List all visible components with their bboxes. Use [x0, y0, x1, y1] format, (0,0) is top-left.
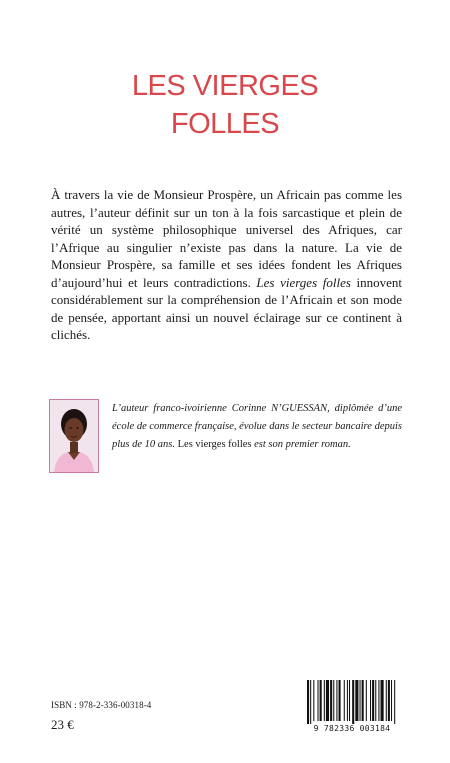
barcode-bar [378, 680, 379, 721]
book-title [0, 67, 450, 143]
book-title-line-1: LES VIERGES [131, 70, 319, 103]
barcode-bar [355, 680, 358, 721]
barcode-bar [326, 680, 329, 721]
author-photo [49, 399, 99, 473]
barcode-bar [339, 680, 341, 721]
author-bio-book-title: Les vierges folles [177, 439, 252, 450]
barcode-bar [360, 680, 361, 721]
back-cover-blurb [51, 186, 402, 344]
barcode-bar [324, 680, 325, 721]
barcode-bar [394, 680, 395, 724]
barcode-bar [366, 680, 367, 721]
barcode-bar [375, 680, 376, 721]
barcode-bar [310, 680, 311, 724]
barcode-bar [372, 680, 374, 721]
author-bio-part-2: est son premier roman. [251, 439, 351, 450]
barcode-bar [344, 680, 345, 721]
author-bio-part-1: L’auteur franco-ivoirienne Corinne N’GUESSAN, diplômée d’une école de commerce française, évolue dans le secteur bancaire depuis plus de 10 ans. [112, 403, 402, 450]
barcode-bar [362, 680, 364, 721]
barcode-bars [301, 678, 403, 724]
book-title-line-2: FOLLES [170, 108, 280, 141]
blurb-text-part-1: À travers la vie de Monsieur Prospère, un Africain pas comme les autres, l’auteur définit sur un ton à la fois sarcastique et plein de vérité un système philosophique universel des Afriques, car l’Afrique au singulier n’existe pas dans la nature. La vie de Monsieur Prospère, sa famille et ses idées fondent les Afriques d’aujourd’hui et leurs contradictions. [51, 187, 402, 290]
barcode-bar [313, 680, 314, 721]
blurb-text-part-2: innovent considérablement sur la compréhension de l’Africain et son mode de pensée, apportant ainsi un nouvel éclairage sur ce continent à clichés. [51, 274, 402, 342]
barcode-bar [318, 680, 319, 721]
barcode-bar [388, 680, 390, 721]
barcode-bar [370, 680, 371, 721]
barcode-bar [307, 680, 309, 724]
author-bio [112, 400, 402, 454]
author-portrait-image [50, 400, 98, 472]
isbn-text: ISBN : 978-2-336-00318-4 [51, 700, 152, 710]
barcode-bar [381, 680, 384, 721]
barcode-bar [336, 680, 337, 721]
barcode-bar [349, 680, 350, 721]
barcode-bar [333, 680, 334, 721]
barcode-bar [386, 680, 387, 721]
barcode-digits: 9 782336 003184 [313, 724, 391, 733]
barcode-bar [330, 680, 332, 721]
blurb-book-title: Les vierges folles [256, 274, 351, 290]
barcode-bar [352, 680, 354, 724]
barcode-bar [347, 680, 348, 721]
price-text: 23 € [51, 717, 74, 732]
barcode-bar [320, 680, 322, 721]
barcode [301, 678, 403, 740]
barcode-bar [391, 680, 392, 721]
